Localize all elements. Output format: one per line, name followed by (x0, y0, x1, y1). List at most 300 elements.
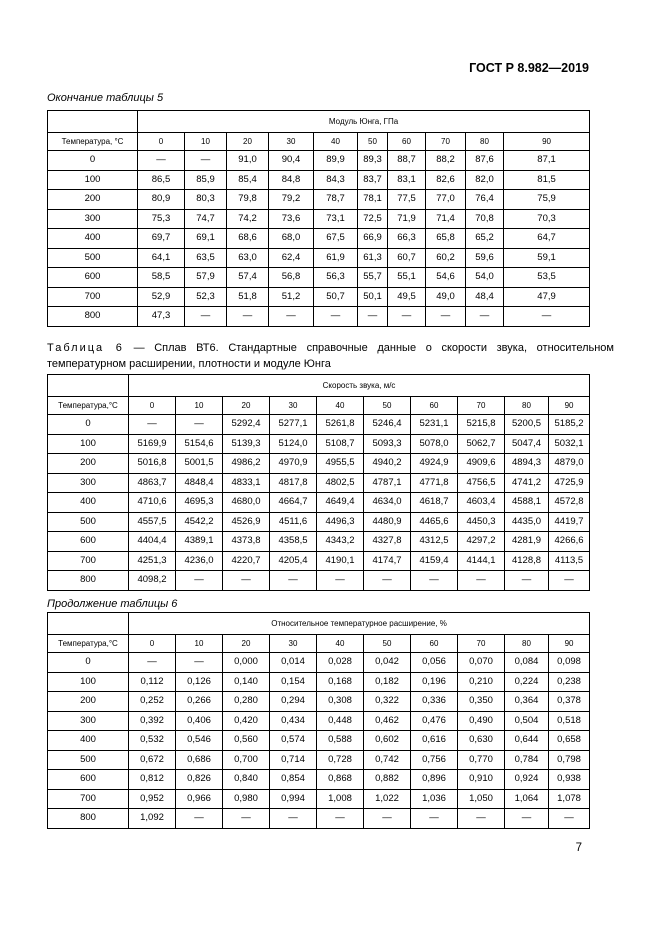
value-cell: 0,700 (223, 750, 270, 770)
value-cell: 0,462 (364, 711, 411, 731)
value-cell: 4695,3 (176, 493, 223, 513)
value-cell: 4496,3 (317, 512, 364, 532)
value-cell: 0,770 (458, 750, 505, 770)
temperature-cell: 800 (48, 571, 129, 591)
value-cell: 58,5 (138, 268, 185, 288)
column-header: 50 (358, 133, 388, 151)
value-cell: 0,056 (411, 653, 458, 673)
value-cell: 0,994 (270, 789, 317, 809)
column-header: 50 (364, 635, 411, 653)
value-cell: 88,7 (388, 151, 426, 171)
value-cell: 0,336 (411, 692, 458, 712)
value-cell: 49,5 (388, 287, 426, 307)
value-cell: 0,126 (176, 672, 223, 692)
value-cell: 4863,7 (129, 473, 176, 493)
column-header: 60 (411, 635, 458, 653)
value-cell: 65,8 (426, 229, 466, 249)
row-header: Температура,°С (48, 635, 129, 653)
value-cell: 4526,9 (223, 512, 270, 532)
value-cell: 0,266 (176, 692, 223, 712)
value-cell: 0,798 (549, 750, 590, 770)
value-cell: 5108,7 (317, 434, 364, 454)
value-cell: — (270, 809, 317, 829)
value-cell: 55,7 (358, 268, 388, 288)
value-cell: 51,8 (227, 287, 269, 307)
value-cell: 91,0 (227, 151, 269, 171)
value-cell: 1,022 (364, 789, 411, 809)
table-row (48, 307, 590, 327)
value-cell: 70,3 (504, 209, 590, 229)
table-row (48, 750, 590, 770)
value-cell: 5032,1 (549, 434, 590, 454)
value-cell: 5200,5 (505, 415, 549, 435)
value-cell: 74,2 (227, 209, 269, 229)
column-header: 20 (223, 397, 270, 415)
value-cell: 61,9 (314, 248, 358, 268)
value-cell: 5093,3 (364, 434, 411, 454)
value-cell: 4266,6 (549, 532, 590, 552)
empty-corner-cell (48, 613, 129, 635)
value-cell: 0,434 (270, 711, 317, 731)
value-cell: — (504, 307, 590, 327)
value-cell: 62,4 (269, 248, 314, 268)
value-cell: 74,7 (185, 209, 227, 229)
value-cell: 51,2 (269, 287, 314, 307)
table-row (48, 415, 590, 435)
value-cell: — (269, 307, 314, 327)
group-header: Скорость звука, м/с (129, 375, 590, 397)
value-cell: 0,742 (364, 750, 411, 770)
value-cell: 5016,8 (129, 454, 176, 474)
value-cell: 4144,1 (458, 551, 505, 571)
value-cell: 0,070 (458, 653, 505, 673)
value-cell: 77,0 (426, 190, 466, 210)
value-cell: 5231,1 (411, 415, 458, 435)
value-cell: 4924,9 (411, 454, 458, 474)
column-header: 60 (388, 133, 426, 151)
value-cell: 0,000 (223, 653, 270, 673)
value-cell: 0,098 (549, 653, 590, 673)
table-row (48, 287, 590, 307)
value-cell: 0,546 (176, 731, 223, 751)
value-cell: 47,9 (504, 287, 590, 307)
temperature-cell: 400 (48, 229, 138, 249)
value-cell: 55,1 (388, 268, 426, 288)
value-cell: 0,532 (129, 731, 176, 751)
value-cell: 0,924 (505, 770, 549, 790)
value-cell: 83,1 (388, 170, 426, 190)
table-row (48, 209, 590, 229)
value-cell: 4603,4 (458, 493, 505, 513)
value-cell: 64,1 (138, 248, 185, 268)
value-cell: 60,2 (426, 248, 466, 268)
table-row (48, 692, 590, 712)
table-row (48, 454, 590, 474)
column-header: 60 (411, 397, 458, 415)
value-cell: 0,868 (317, 770, 364, 790)
column-header: 30 (270, 397, 317, 415)
table6-caption-lead: Таблица 6 (47, 342, 124, 354)
value-cell: — (411, 571, 458, 591)
value-cell: 5292,4 (223, 415, 270, 435)
value-cell: 4618,7 (411, 493, 458, 513)
value-cell: 79,8 (227, 190, 269, 210)
value-cell: 4113,5 (549, 551, 590, 571)
table-row (48, 248, 590, 268)
value-cell: 72,5 (358, 209, 388, 229)
value-cell: 69,1 (185, 229, 227, 249)
value-cell: — (138, 151, 185, 171)
value-cell: 0,196 (411, 672, 458, 692)
value-cell: — (549, 809, 590, 829)
value-cell: 4159,4 (411, 551, 458, 571)
column-header: 30 (270, 635, 317, 653)
value-cell: 1,050 (458, 789, 505, 809)
table-row (48, 711, 590, 731)
value-cell: 4251,3 (129, 551, 176, 571)
value-cell: 54,6 (426, 268, 466, 288)
empty-corner-cell (48, 111, 138, 133)
value-cell: 59,1 (504, 248, 590, 268)
value-cell: 4205,4 (270, 551, 317, 571)
value-cell: 4725,9 (549, 473, 590, 493)
page-number: 7 (575, 842, 582, 854)
value-cell: 4649,4 (317, 493, 364, 513)
temperature-cell: 800 (48, 809, 129, 829)
temperature-cell: 700 (48, 551, 129, 571)
value-cell: 0,728 (317, 750, 364, 770)
value-cell: 65,2 (466, 229, 504, 249)
value-cell: 0,238 (549, 672, 590, 692)
column-header: 80 (505, 635, 549, 653)
value-cell: 66,9 (358, 229, 388, 249)
value-cell: 1,078 (549, 789, 590, 809)
value-cell: 80,3 (185, 190, 227, 210)
temperature-cell: 300 (48, 209, 138, 229)
temperature-cell: 100 (48, 672, 129, 692)
temperature-cell: 700 (48, 789, 129, 809)
value-cell: 0,854 (270, 770, 317, 790)
empty-corner-cell (48, 375, 129, 397)
value-cell: 0,406 (176, 711, 223, 731)
value-cell: 4787,1 (364, 473, 411, 493)
value-cell: 70,8 (466, 209, 504, 229)
value-cell: 0,490 (458, 711, 505, 731)
column-header: 40 (317, 635, 364, 653)
value-cell: 4940,2 (364, 454, 411, 474)
value-cell: 4343,2 (317, 532, 364, 552)
temperature-cell: 0 (48, 151, 138, 171)
value-cell: 4511,6 (270, 512, 317, 532)
value-cell: 4465,6 (411, 512, 458, 532)
value-cell: 0,826 (176, 770, 223, 790)
value-cell: 0,588 (317, 731, 364, 751)
value-cell: 79,2 (269, 190, 314, 210)
value-cell: — (129, 415, 176, 435)
value-cell: 60,7 (388, 248, 426, 268)
value-cell: 50,1 (358, 287, 388, 307)
value-cell: 0,812 (129, 770, 176, 790)
row-header: Температура, °С (48, 133, 138, 151)
value-cell: 0,952 (129, 789, 176, 809)
value-cell: — (176, 415, 223, 435)
temperature-cell: 700 (48, 287, 138, 307)
value-cell: 81,5 (504, 170, 590, 190)
table-row (48, 571, 590, 591)
table-row (48, 268, 590, 288)
value-cell: 5078,0 (411, 434, 458, 454)
column-header: 70 (426, 133, 466, 151)
value-cell: 64,7 (504, 229, 590, 249)
temperature-cell: 0 (48, 653, 129, 673)
column-header: 70 (458, 635, 505, 653)
temperature-cell: 0 (48, 415, 129, 435)
column-header: 10 (185, 133, 227, 151)
group-header: Относительное температурное расширение, % (129, 613, 590, 635)
temperature-cell: 800 (48, 307, 138, 327)
value-cell: 71,4 (426, 209, 466, 229)
value-cell: 57,4 (227, 268, 269, 288)
value-cell: 4588,1 (505, 493, 549, 513)
value-cell: 0,392 (129, 711, 176, 731)
value-cell: 0,420 (223, 711, 270, 731)
value-cell: 0,756 (411, 750, 458, 770)
value-cell: 5062,7 (458, 434, 505, 454)
value-cell: — (270, 571, 317, 591)
table6-sound-speed (47, 374, 590, 591)
value-cell: — (364, 571, 411, 591)
value-cell: 52,9 (138, 287, 185, 307)
value-cell: 4174,7 (364, 551, 411, 571)
table6-caption-text: — Сплав ВТ6. Стандартные справочные данные о скорости звука, относительном температурном расширении, плотности и модуле Юнга (47, 342, 614, 370)
group-header: Модуль Юнга, ГПа (138, 111, 590, 133)
value-cell: 0,182 (364, 672, 411, 692)
temperature-cell: 400 (48, 731, 129, 751)
table-row (48, 809, 590, 829)
table-row (48, 653, 590, 673)
value-cell: 4236,0 (176, 551, 223, 571)
value-cell: 4909,6 (458, 454, 505, 474)
value-cell: 1,008 (317, 789, 364, 809)
value-cell: 1,036 (411, 789, 458, 809)
value-cell: 0,938 (549, 770, 590, 790)
column-header: 20 (227, 133, 269, 151)
value-cell: 86,5 (138, 170, 185, 190)
value-cell: 0,224 (505, 672, 549, 692)
value-cell: 0,378 (549, 692, 590, 712)
temperature-cell: 400 (48, 493, 129, 513)
value-cell: 0,630 (458, 731, 505, 751)
temperature-cell: 500 (48, 512, 129, 532)
value-cell: 4771,8 (411, 473, 458, 493)
table-row (48, 551, 590, 571)
column-header: 90 (549, 397, 590, 415)
value-cell: 4848,4 (176, 473, 223, 493)
value-cell: 57,9 (185, 268, 227, 288)
value-cell: 63,5 (185, 248, 227, 268)
temperature-cell: 200 (48, 454, 129, 474)
value-cell: 90,4 (269, 151, 314, 171)
value-cell: 5215,8 (458, 415, 505, 435)
temperature-cell: 600 (48, 532, 129, 552)
value-cell: — (185, 151, 227, 171)
value-cell: 4190,1 (317, 551, 364, 571)
value-cell: 5001,5 (176, 454, 223, 474)
temperature-cell: 300 (48, 711, 129, 731)
value-cell: 5246,4 (364, 415, 411, 435)
value-cell: 0,448 (317, 711, 364, 731)
value-cell: 0,602 (364, 731, 411, 751)
temperature-cell: 500 (48, 750, 129, 770)
value-cell: 5154,6 (176, 434, 223, 454)
value-cell: 82,0 (466, 170, 504, 190)
value-cell: 0,322 (364, 692, 411, 712)
value-cell: 4557,5 (129, 512, 176, 532)
value-cell: 5169,9 (129, 434, 176, 454)
column-header: 40 (314, 133, 358, 151)
value-cell: 0,840 (223, 770, 270, 790)
value-cell: 4404,4 (129, 532, 176, 552)
temperature-cell: 200 (48, 190, 138, 210)
table-row (48, 473, 590, 493)
value-cell: 4894,3 (505, 454, 549, 474)
value-cell: — (176, 653, 223, 673)
value-cell: 78,1 (358, 190, 388, 210)
value-cell: 89,9 (314, 151, 358, 171)
value-cell: — (185, 307, 227, 327)
table5-caption: Окончание таблицы 5 (47, 92, 164, 104)
value-cell: 0,476 (411, 711, 458, 731)
value-cell: 0,014 (270, 653, 317, 673)
value-cell: 4098,2 (129, 571, 176, 591)
value-cell: 4389,1 (176, 532, 223, 552)
value-cell: 4680,0 (223, 493, 270, 513)
value-cell: 5047,4 (505, 434, 549, 454)
value-cell: — (317, 809, 364, 829)
value-cell: 56,3 (314, 268, 358, 288)
value-cell: — (129, 653, 176, 673)
value-cell: 0,896 (411, 770, 458, 790)
value-cell: 73,6 (269, 209, 314, 229)
value-cell: 0,966 (176, 789, 223, 809)
table6-thermal-expansion (47, 612, 590, 829)
value-cell: — (466, 307, 504, 327)
value-cell: 59,6 (466, 248, 504, 268)
column-header: 90 (504, 133, 590, 151)
value-cell: 83,7 (358, 170, 388, 190)
value-cell: 61,3 (358, 248, 388, 268)
value-cell: — (223, 571, 270, 591)
column-header: 80 (466, 133, 504, 151)
column-header: 10 (176, 397, 223, 415)
value-cell: 0,140 (223, 672, 270, 692)
table-row (48, 789, 590, 809)
column-header: 70 (458, 397, 505, 415)
value-cell: 68,6 (227, 229, 269, 249)
value-cell: 75,3 (138, 209, 185, 229)
value-cell: 71,9 (388, 209, 426, 229)
value-cell: 0,308 (317, 692, 364, 712)
table-row (48, 672, 590, 692)
table-row (48, 190, 590, 210)
value-cell: 78,7 (314, 190, 358, 210)
column-header: 90 (549, 635, 590, 653)
value-cell: 85,4 (227, 170, 269, 190)
value-cell: 1,092 (129, 809, 176, 829)
value-cell: 4435,0 (505, 512, 549, 532)
table-row (48, 512, 590, 532)
value-cell: 63,0 (227, 248, 269, 268)
value-cell: 0,294 (270, 692, 317, 712)
value-cell: 80,9 (138, 190, 185, 210)
value-cell: — (358, 307, 388, 327)
value-cell: 89,3 (358, 151, 388, 171)
value-cell: 0,644 (505, 731, 549, 751)
temperature-cell: 200 (48, 692, 129, 712)
value-cell: — (458, 571, 505, 591)
value-cell: — (388, 307, 426, 327)
value-cell: — (458, 809, 505, 829)
value-cell: 66,3 (388, 229, 426, 249)
value-cell: — (223, 809, 270, 829)
value-cell: 0,784 (505, 750, 549, 770)
value-cell: 4450,3 (458, 512, 505, 532)
value-cell: 47,3 (138, 307, 185, 327)
column-header: 80 (505, 397, 549, 415)
value-cell: 0,154 (270, 672, 317, 692)
value-cell: — (317, 571, 364, 591)
temperature-cell: 300 (48, 473, 129, 493)
value-cell: 4297,2 (458, 532, 505, 552)
value-cell: 4634,0 (364, 493, 411, 513)
value-cell: 49,0 (426, 287, 466, 307)
value-cell: 0,210 (458, 672, 505, 692)
value-cell: 85,9 (185, 170, 227, 190)
value-cell: — (549, 571, 590, 591)
value-cell: 84,8 (269, 170, 314, 190)
temperature-cell: 100 (48, 434, 129, 454)
value-cell: 4802,5 (317, 473, 364, 493)
value-cell: — (364, 809, 411, 829)
value-cell: 0,658 (549, 731, 590, 751)
value-cell: — (505, 571, 549, 591)
table5-young-modulus (47, 110, 590, 327)
value-cell: 0,686 (176, 750, 223, 770)
value-cell: 1,064 (505, 789, 549, 809)
value-cell: 4970,9 (270, 454, 317, 474)
value-cell: — (411, 809, 458, 829)
value-cell: 0,616 (411, 731, 458, 751)
value-cell: 5124,0 (270, 434, 317, 454)
value-cell: 0,560 (223, 731, 270, 751)
temperature-cell: 100 (48, 170, 138, 190)
value-cell: 68,0 (269, 229, 314, 249)
value-cell: 5185,2 (549, 415, 590, 435)
value-cell: — (426, 307, 466, 327)
value-cell: 4710,6 (129, 493, 176, 513)
value-cell: 0,882 (364, 770, 411, 790)
table6-continuation-caption: Продолжение таблицы 6 (47, 598, 178, 610)
value-cell: 87,6 (466, 151, 504, 171)
value-cell: 4419,7 (549, 512, 590, 532)
value-cell: 77,5 (388, 190, 426, 210)
value-cell: 4817,8 (270, 473, 317, 493)
column-header: 50 (364, 397, 411, 415)
value-cell: 4986,2 (223, 454, 270, 474)
table-row (48, 170, 590, 190)
table-row (48, 151, 590, 171)
table-row (48, 229, 590, 249)
